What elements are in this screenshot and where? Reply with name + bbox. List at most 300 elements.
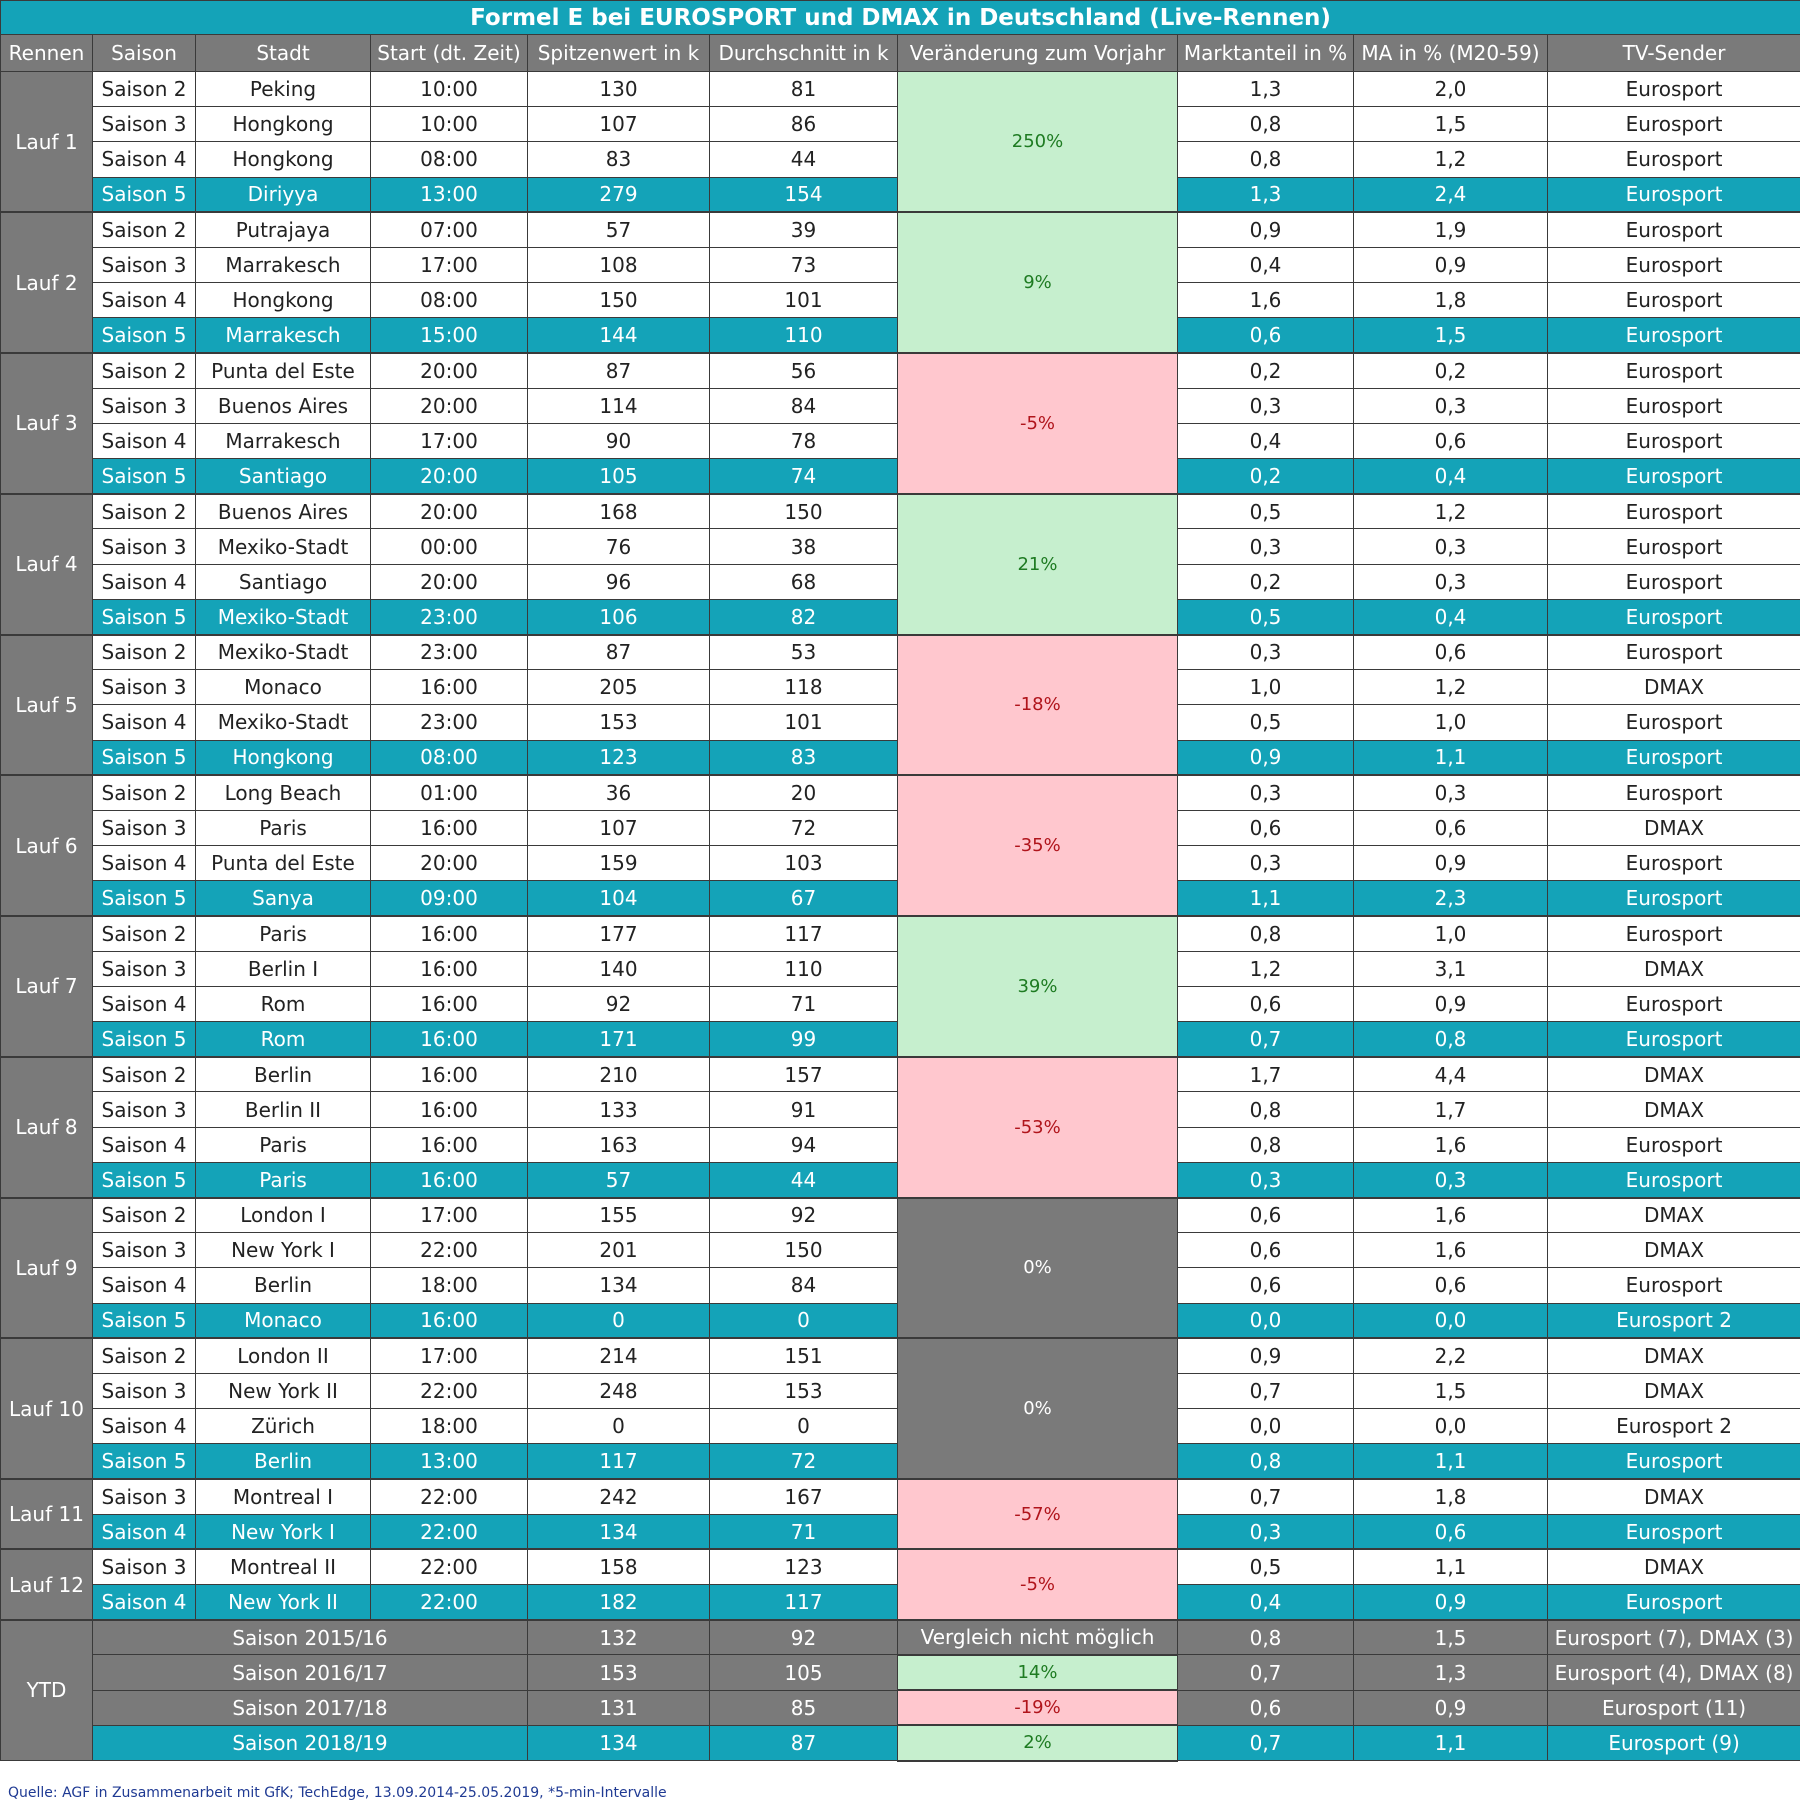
ytd-season-cell: Saison 2015/16 (93, 1620, 528, 1655)
start-time-cell: 16:00 (371, 670, 528, 705)
market-share-m2059-cell: 1,1 (1354, 1549, 1548, 1584)
season-cell: Saison 4 (93, 1514, 196, 1549)
season-cell: Saison 4 (93, 986, 196, 1021)
ytd-change-badge: Vergleich nicht möglich (898, 1620, 1178, 1655)
season-cell: Saison 3 (93, 810, 196, 845)
start-time-cell: 22:00 (371, 1549, 528, 1584)
table-body (1, 72, 1800, 1761)
market-share-cell: 0,8 (1178, 107, 1354, 142)
city-cell: Paris (196, 1127, 371, 1162)
race-label: Lauf 2 (1, 212, 93, 353)
city-cell: Montreal I (196, 1479, 371, 1514)
market-share-m2059-cell: 0,0 (1354, 1409, 1548, 1444)
tv-channel-cell: Eurosport (1548, 318, 1800, 353)
peak-value-cell: 106 (528, 599, 710, 634)
start-time-cell: 13:00 (371, 177, 528, 212)
market-share-m2059-cell: 2,3 (1354, 881, 1548, 916)
tv-channel-cell: Eurosport (1548, 846, 1800, 881)
market-share-cell: 0,2 (1178, 353, 1354, 388)
season-cell: Saison 5 (93, 177, 196, 212)
tv-channel-cell: DMAX (1548, 1233, 1800, 1268)
average-cell: 72 (710, 810, 898, 845)
tv-channel-cell: Eurosport (1548, 1585, 1800, 1620)
start-time-cell: 23:00 (371, 599, 528, 634)
average-cell: 20 (710, 775, 898, 810)
peak-value-cell: 36 (528, 775, 710, 810)
city-cell: Berlin (196, 1444, 371, 1479)
market-share-cell: 0,5 (1178, 705, 1354, 740)
change-badge: -18% (898, 635, 1178, 776)
start-time-cell: 16:00 (371, 1057, 528, 1092)
city-cell: Berlin (196, 1057, 371, 1092)
market-share-m2059-cell: 1,7 (1354, 1092, 1548, 1127)
city-cell: Berlin (196, 1268, 371, 1303)
source-note: Quelle: AGF in Zusammenarbeit mit GfK; TechEdge, 13.09.2014-25.05.2019, *5-min-Intervalle (8, 1785, 667, 1801)
start-time-cell: 17:00 (371, 1338, 528, 1373)
average-cell: 71 (710, 986, 898, 1021)
ytd-average-cell: 105 (710, 1655, 898, 1690)
peak-value-cell: 155 (528, 1198, 710, 1233)
market-share-cell: 0,0 (1178, 1409, 1354, 1444)
tv-channel-cell: Eurosport (1548, 283, 1800, 318)
city-cell: Buenos Aires (196, 494, 371, 529)
average-cell: 83 (710, 740, 898, 775)
average-cell: 103 (710, 846, 898, 881)
season-cell: Saison 3 (93, 1479, 196, 1514)
market-share-cell: 0,6 (1178, 318, 1354, 353)
average-cell: 101 (710, 705, 898, 740)
average-cell: 0 (710, 1409, 898, 1444)
ytd-tv-channel-cell: Eurosport (7), DMAX (3) (1548, 1620, 1800, 1655)
market-share-cell: 0,8 (1178, 1127, 1354, 1162)
market-share-cell: 0,7 (1178, 1373, 1354, 1408)
city-cell: Long Beach (196, 775, 371, 810)
tv-channel-cell: Eurosport (1548, 529, 1800, 564)
tv-channel-cell: DMAX (1548, 670, 1800, 705)
start-time-cell: 22:00 (371, 1585, 528, 1620)
season-cell: Saison 3 (93, 1373, 196, 1408)
average-cell: 67 (710, 881, 898, 916)
average-cell: 150 (710, 1233, 898, 1268)
tv-channel-cell: Eurosport (1548, 740, 1800, 775)
ytd-market-share-cell: 0,6 (1178, 1690, 1354, 1725)
city-cell: Zürich (196, 1409, 371, 1444)
start-time-cell: 22:00 (371, 1233, 528, 1268)
market-share-m2059-cell: 0,6 (1354, 1268, 1548, 1303)
market-share-m2059-cell: 3,1 (1354, 951, 1548, 986)
tv-channel-cell: Eurosport (1548, 635, 1800, 670)
average-cell: 44 (710, 142, 898, 177)
market-share-cell: 0,8 (1178, 142, 1354, 177)
city-cell: Paris (196, 916, 371, 951)
change-badge: 9% (898, 212, 1178, 353)
ytd-average-cell: 87 (710, 1725, 898, 1760)
peak-value-cell: 134 (528, 1514, 710, 1549)
tv-channel-cell: Eurosport 2 (1548, 1409, 1800, 1444)
average-cell: 74 (710, 459, 898, 494)
market-share-m2059-cell: 1,8 (1354, 283, 1548, 318)
column-header: TV-Sender (1548, 35, 1800, 72)
average-cell: 44 (710, 1162, 898, 1197)
tv-channel-cell: Eurosport (1548, 388, 1800, 423)
market-share-m2059-cell: 1,5 (1354, 1373, 1548, 1408)
season-cell: Saison 5 (93, 1162, 196, 1197)
market-share-m2059-cell: 0,9 (1354, 247, 1548, 282)
city-cell: London I (196, 1198, 371, 1233)
market-share-cell: 0,4 (1178, 423, 1354, 458)
season-cell: Saison 4 (93, 846, 196, 881)
market-share-m2059-cell: 1,8 (1354, 1479, 1548, 1514)
tv-channel-cell: Eurosport (1548, 1514, 1800, 1549)
tv-channel-cell: Eurosport (1548, 459, 1800, 494)
average-cell: 78 (710, 423, 898, 458)
start-time-cell: 20:00 (371, 564, 528, 599)
season-cell: Saison 2 (93, 635, 196, 670)
ytd-peak-cell: 132 (528, 1620, 710, 1655)
average-cell: 91 (710, 1092, 898, 1127)
tv-channel-cell: Eurosport (1548, 705, 1800, 740)
market-share-cell: 0,6 (1178, 810, 1354, 845)
city-cell: Mexiko-Stadt (196, 705, 371, 740)
race-label: Lauf 1 (1, 72, 93, 213)
market-share-m2059-cell: 1,1 (1354, 1444, 1548, 1479)
column-header: Marktanteil in % (1178, 35, 1354, 72)
tv-channel-cell: Eurosport (1548, 599, 1800, 634)
peak-value-cell: 114 (528, 388, 710, 423)
city-cell: Berlin I (196, 951, 371, 986)
average-cell: 110 (710, 318, 898, 353)
peak-value-cell: 248 (528, 1373, 710, 1408)
table-row (1, 1338, 1800, 1373)
start-time-cell: 20:00 (371, 388, 528, 423)
start-time-cell: 07:00 (371, 212, 528, 247)
ytd-tv-channel-cell: Eurosport (4), DMAX (8) (1548, 1655, 1800, 1690)
peak-value-cell: 87 (528, 353, 710, 388)
table-row (1, 1198, 1800, 1233)
race-label: Lauf 5 (1, 635, 93, 776)
peak-value-cell: 117 (528, 1444, 710, 1479)
peak-value-cell: 140 (528, 951, 710, 986)
market-share-m2059-cell: 0,9 (1354, 846, 1548, 881)
average-cell: 86 (710, 107, 898, 142)
average-cell: 151 (710, 1338, 898, 1373)
start-time-cell: 10:00 (371, 72, 528, 107)
season-cell: Saison 5 (93, 881, 196, 916)
average-cell: 110 (710, 951, 898, 986)
market-share-cell: 0,3 (1178, 1514, 1354, 1549)
column-header: Start (dt. Zeit) (371, 35, 528, 72)
start-time-cell: 23:00 (371, 635, 528, 670)
peak-value-cell: 150 (528, 283, 710, 318)
ytd-row (1, 1655, 1800, 1690)
city-cell: Marrakesch (196, 318, 371, 353)
average-cell: 38 (710, 529, 898, 564)
average-cell: 53 (710, 635, 898, 670)
peak-value-cell: 210 (528, 1057, 710, 1092)
start-time-cell: 17:00 (371, 423, 528, 458)
market-share-m2059-cell: 0,2 (1354, 353, 1548, 388)
tv-channel-cell: DMAX (1548, 1373, 1800, 1408)
city-cell: Sanya (196, 881, 371, 916)
market-share-cell: 1,7 (1178, 1057, 1354, 1092)
city-cell: New York II (196, 1373, 371, 1408)
column-header: Veränderung zum Vorjahr (898, 35, 1178, 72)
peak-value-cell: 130 (528, 72, 710, 107)
season-cell: Saison 3 (93, 388, 196, 423)
peak-value-cell: 0 (528, 1409, 710, 1444)
peak-value-cell: 201 (528, 1233, 710, 1268)
average-cell: 117 (710, 1585, 898, 1620)
tv-channel-cell: Eurosport (1548, 423, 1800, 458)
peak-value-cell: 87 (528, 635, 710, 670)
start-time-cell: 16:00 (371, 916, 528, 951)
market-share-m2059-cell: 1,6 (1354, 1233, 1548, 1268)
city-cell: Diriyya (196, 177, 371, 212)
ytd-peak-cell: 134 (528, 1725, 710, 1760)
city-cell: Punta del Este (196, 353, 371, 388)
peak-value-cell: 242 (528, 1479, 710, 1514)
average-cell: 150 (710, 494, 898, 529)
start-time-cell: 16:00 (371, 1092, 528, 1127)
city-cell: Montreal II (196, 1549, 371, 1584)
tv-channel-cell: DMAX (1548, 1092, 1800, 1127)
city-cell: London II (196, 1338, 371, 1373)
tv-channel-cell: Eurosport (1548, 881, 1800, 916)
market-share-cell: 0,0 (1178, 1303, 1354, 1338)
market-share-m2059-cell: 0,9 (1354, 986, 1548, 1021)
city-cell: New York I (196, 1514, 371, 1549)
city-cell: Hongkong (196, 740, 371, 775)
start-time-cell: 22:00 (371, 1479, 528, 1514)
average-cell: 0 (710, 1303, 898, 1338)
city-cell: Marrakesch (196, 423, 371, 458)
market-share-m2059-cell: 4,4 (1354, 1057, 1548, 1092)
tv-channel-cell: DMAX (1548, 1479, 1800, 1514)
market-share-cell: 0,4 (1178, 1585, 1354, 1620)
race-label: Lauf 3 (1, 353, 93, 494)
race-label: Lauf 9 (1, 1198, 93, 1339)
ytd-tv-channel-cell: Eurosport (11) (1548, 1690, 1800, 1725)
table-row (1, 494, 1800, 529)
market-share-cell: 0,7 (1178, 1022, 1354, 1057)
market-share-m2059-cell: 1,2 (1354, 494, 1548, 529)
peak-value-cell: 107 (528, 810, 710, 845)
peak-value-cell: 171 (528, 1022, 710, 1057)
market-share-m2059-cell: 1,2 (1354, 142, 1548, 177)
city-cell: Monaco (196, 670, 371, 705)
market-share-cell: 0,6 (1178, 1198, 1354, 1233)
market-share-cell: 0,6 (1178, 1233, 1354, 1268)
table-row (1, 1479, 1800, 1514)
average-cell: 82 (710, 599, 898, 634)
average-cell: 56 (710, 353, 898, 388)
tv-channel-cell: Eurosport (1548, 1444, 1800, 1479)
ytd-market-share-m2059-cell: 1,3 (1354, 1655, 1548, 1690)
market-share-m2059-cell: 0,3 (1354, 1162, 1548, 1197)
table-row (1, 72, 1800, 107)
change-badge: 0% (898, 1198, 1178, 1339)
ytd-change-badge: 14% (898, 1655, 1178, 1690)
ytd-change-badge: -19% (898, 1690, 1178, 1725)
season-cell: Saison 4 (93, 142, 196, 177)
market-share-cell: 1,6 (1178, 283, 1354, 318)
market-share-m2059-cell: 1,6 (1354, 1127, 1548, 1162)
season-cell: Saison 5 (93, 1444, 196, 1479)
peak-value-cell: 134 (528, 1268, 710, 1303)
city-cell: Buenos Aires (196, 388, 371, 423)
season-cell: Saison 4 (93, 1127, 196, 1162)
average-cell: 84 (710, 388, 898, 423)
season-cell: Saison 2 (93, 353, 196, 388)
city-cell: Hongkong (196, 142, 371, 177)
peak-value-cell: 159 (528, 846, 710, 881)
peak-value-cell: 177 (528, 916, 710, 951)
start-time-cell: 08:00 (371, 142, 528, 177)
race-label: Lauf 10 (1, 1338, 93, 1479)
tv-channel-cell: Eurosport (1548, 1127, 1800, 1162)
market-share-m2059-cell: 1,5 (1354, 107, 1548, 142)
ytd-peak-cell: 153 (528, 1655, 710, 1690)
change-badge: -5% (898, 353, 1178, 494)
race-label: Lauf 4 (1, 494, 93, 635)
ytd-season-cell: Saison 2018/19 (93, 1725, 528, 1760)
ytd-season-cell: Saison 2017/18 (93, 1690, 528, 1725)
ytd-market-share-cell: 0,8 (1178, 1620, 1354, 1655)
market-share-m2059-cell: 0,3 (1354, 564, 1548, 599)
peak-value-cell: 92 (528, 986, 710, 1021)
market-share-cell: 0,8 (1178, 1444, 1354, 1479)
average-cell: 157 (710, 1057, 898, 1092)
table-row (1, 916, 1800, 951)
city-cell: Hongkong (196, 283, 371, 318)
season-cell: Saison 2 (93, 1198, 196, 1233)
peak-value-cell: 107 (528, 107, 710, 142)
season-cell: Saison 5 (93, 459, 196, 494)
peak-value-cell: 144 (528, 318, 710, 353)
market-share-m2059-cell: 0,8 (1354, 1022, 1548, 1057)
start-time-cell: 22:00 (371, 1373, 528, 1408)
peak-value-cell: 0 (528, 1303, 710, 1338)
market-share-m2059-cell: 0,3 (1354, 388, 1548, 423)
season-cell: Saison 5 (93, 599, 196, 634)
peak-value-cell: 104 (528, 881, 710, 916)
average-cell: 72 (710, 1444, 898, 1479)
average-cell: 84 (710, 1268, 898, 1303)
season-cell: Saison 3 (93, 247, 196, 282)
tv-channel-cell: Eurosport 2 (1548, 1303, 1800, 1338)
change-badge: -57% (898, 1479, 1178, 1549)
market-share-m2059-cell: 0,6 (1354, 1514, 1548, 1549)
change-badge: 39% (898, 916, 1178, 1057)
peak-value-cell: 57 (528, 212, 710, 247)
ytd-change-badge: 2% (898, 1725, 1178, 1760)
peak-value-cell: 279 (528, 177, 710, 212)
table-row (1, 1057, 1800, 1092)
start-time-cell: 01:00 (371, 775, 528, 810)
table-row (1, 212, 1800, 247)
peak-value-cell: 57 (528, 1162, 710, 1197)
ytd-market-share-m2059-cell: 1,1 (1354, 1725, 1548, 1760)
start-time-cell: 08:00 (371, 740, 528, 775)
tv-channel-cell: Eurosport (1548, 72, 1800, 107)
ytd-market-share-cell: 0,7 (1178, 1655, 1354, 1690)
market-share-cell: 0,3 (1178, 1162, 1354, 1197)
market-share-m2059-cell: 2,0 (1354, 72, 1548, 107)
start-time-cell: 09:00 (371, 881, 528, 916)
average-cell: 123 (710, 1549, 898, 1584)
market-share-cell: 1,0 (1178, 670, 1354, 705)
table-row (1, 1549, 1800, 1584)
ytd-season-cell: Saison 2016/17 (93, 1655, 528, 1690)
market-share-m2059-cell: 1,0 (1354, 916, 1548, 951)
start-time-cell: 10:00 (371, 107, 528, 142)
table-row (1, 775, 1800, 810)
season-cell: Saison 4 (93, 705, 196, 740)
market-share-m2059-cell: 0,6 (1354, 423, 1548, 458)
race-label: Lauf 6 (1, 775, 93, 916)
market-share-m2059-cell: 0,6 (1354, 635, 1548, 670)
tv-channel-cell: Eurosport (1548, 142, 1800, 177)
market-share-cell: 1,1 (1178, 881, 1354, 916)
city-cell: New York II (196, 1585, 371, 1620)
season-cell: Saison 4 (93, 1409, 196, 1444)
tv-channel-cell: Eurosport (1548, 1268, 1800, 1303)
peak-value-cell: 214 (528, 1338, 710, 1373)
tv-channel-cell: Eurosport (1548, 986, 1800, 1021)
start-time-cell: 20:00 (371, 846, 528, 881)
start-time-cell: 16:00 (371, 810, 528, 845)
season-cell: Saison 3 (93, 529, 196, 564)
city-cell: Peking (196, 72, 371, 107)
peak-value-cell: 123 (528, 740, 710, 775)
table-row (1, 635, 1800, 670)
change-badge: 250% (898, 72, 1178, 213)
market-share-cell: 0,8 (1178, 1092, 1354, 1127)
average-cell: 39 (710, 212, 898, 247)
season-cell: Saison 4 (93, 564, 196, 599)
peak-value-cell: 182 (528, 1585, 710, 1620)
season-cell: Saison 5 (93, 1022, 196, 1057)
table-row (1, 353, 1800, 388)
market-share-cell: 0,3 (1178, 846, 1354, 881)
race-label: Lauf 12 (1, 1549, 93, 1619)
tv-channel-cell: Eurosport (1548, 353, 1800, 388)
column-header: Saison (93, 35, 196, 72)
tv-channel-cell: Eurosport (1548, 212, 1800, 247)
average-cell: 94 (710, 1127, 898, 1162)
tv-channel-cell: Eurosport (1548, 1162, 1800, 1197)
tv-channel-cell: Eurosport (1548, 1022, 1800, 1057)
market-share-cell: 0,9 (1178, 740, 1354, 775)
peak-value-cell: 158 (528, 1549, 710, 1584)
peak-value-cell: 90 (528, 423, 710, 458)
market-share-cell: 0,2 (1178, 564, 1354, 599)
start-time-cell: 16:00 (371, 1162, 528, 1197)
market-share-cell: 0,6 (1178, 1268, 1354, 1303)
market-share-cell: 0,3 (1178, 388, 1354, 423)
market-share-cell: 0,3 (1178, 635, 1354, 670)
market-share-cell: 1,3 (1178, 72, 1354, 107)
city-cell: Rom (196, 1022, 371, 1057)
season-cell: Saison 4 (93, 283, 196, 318)
city-cell: Mexiko-Stadt (196, 635, 371, 670)
start-time-cell: 18:00 (371, 1268, 528, 1303)
market-share-cell: 0,9 (1178, 1338, 1354, 1373)
race-label: Lauf 11 (1, 1479, 93, 1549)
market-share-m2059-cell: 0,0 (1354, 1303, 1548, 1338)
tv-channel-cell: DMAX (1548, 1338, 1800, 1373)
column-header: Rennen (1, 35, 93, 72)
